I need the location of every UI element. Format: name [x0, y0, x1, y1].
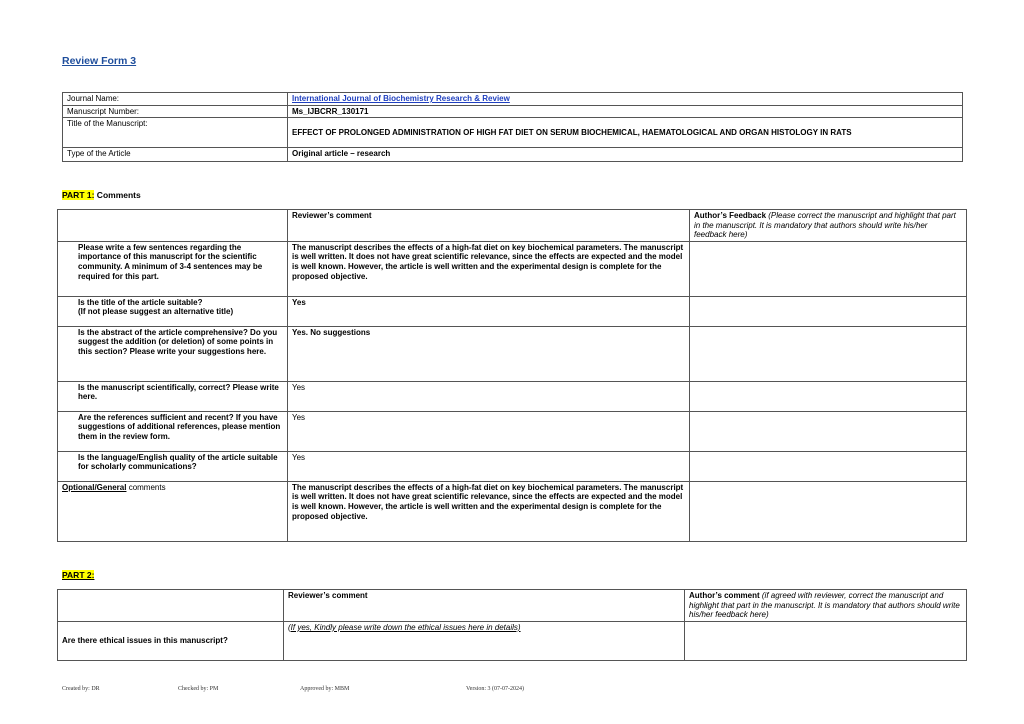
- author-feedback-label: Author’s Feedback: [694, 211, 767, 220]
- footer-created: Created by: DR: [62, 686, 100, 692]
- question: Please write a few sentences regarding the importance of this manuscript for the scientific community. A minimum of 3-4 sentences may be required for this part.: [58, 241, 288, 296]
- author-feedback-cell[interactable]: [690, 451, 967, 481]
- author-comment-cell[interactable]: [685, 621, 967, 660]
- reviewer-comment: Yes. No suggestions: [288, 326, 690, 381]
- author-feedback-cell[interactable]: [690, 481, 967, 541]
- manuscript-title: EFFECT OF PROLONGED ADMINISTRATION OF HIGH FAT DIET ON SERUM BIOCHEMICAL, HAEMATOLOGICAL AND ORGAN HISTOLOGY IN RATS: [288, 118, 963, 148]
- author-feedback-header: [690, 210, 967, 242]
- blank-header: [58, 210, 288, 242]
- article-type: Original article – research: [288, 148, 963, 162]
- author-feedback-cell[interactable]: [690, 411, 967, 451]
- author-feedback-note: (Please correct the manuscript and highlight that part in the manuscript. It is mandatory that authors should write his/her feedback here): [694, 211, 956, 240]
- author-feedback-cell[interactable]: [690, 241, 967, 296]
- author-comment-header: [685, 590, 967, 622]
- reviewer-comment-header: Reviewer’s comment: [284, 590, 685, 622]
- ms-number: Ms_IJBCRR_130171: [288, 105, 963, 118]
- ms-label: Manuscript Number:: [63, 105, 288, 118]
- footer-approved: Approved by: MBM: [300, 686, 350, 692]
- author-feedback-cell[interactable]: [690, 326, 967, 381]
- reviewer-comment-header: Reviewer’s comment: [288, 210, 690, 242]
- journal-link[interactable]: International Journal of Biochemistry Research & Review: [288, 93, 963, 106]
- reviewer-comment: Yes: [288, 451, 690, 481]
- ethical-comment: (If yes, Kindly please write down the ethical issues here in details): [284, 621, 685, 660]
- type-label: Type of the Article: [63, 148, 288, 162]
- author-feedback-cell[interactable]: [690, 296, 967, 326]
- optional-label: [58, 481, 288, 541]
- footer-checked: Checked by: PM: [178, 686, 219, 692]
- form-title: Review Form 3: [62, 55, 137, 67]
- question: Is the language/English quality of the article suitable for scholarly communications?: [58, 451, 288, 481]
- author-comment-label: Author’s comment: [689, 591, 760, 600]
- part1-suffix: Comments: [94, 190, 141, 200]
- optional-suffix: comments: [126, 482, 166, 492]
- manuscript-info-table: [62, 92, 963, 162]
- reviewer-comment: Yes: [288, 411, 690, 451]
- reviewer-comment: The manuscript describes the effects of a high-fat diet on key biochemical parameters. The manuscript is well written. It does not have great scientific relevance, since the effects are expected and the model is well known. However, the article is well written and the experimental design is complete for the proposed objective.: [288, 241, 690, 296]
- part1-table: [57, 209, 967, 542]
- reviewer-comment: Yes: [288, 296, 690, 326]
- optional-general: Optional/General: [62, 482, 127, 492]
- journal-label: Journal Name:: [63, 93, 288, 106]
- ethical-question: Are there ethical issues in this manuscript?: [58, 621, 284, 660]
- question: Are the references sufficient and recent? If you have suggestions of additional references, please mention them in the review form.: [58, 411, 288, 451]
- part2-label: PART 2:: [62, 570, 95, 580]
- title-label: Title of the Manuscript:: [63, 118, 288, 148]
- part1-heading: [62, 190, 141, 200]
- reviewer-comment: Yes: [288, 381, 690, 411]
- part1-label: PART 1:: [62, 190, 95, 200]
- blank-header: [58, 590, 284, 622]
- question: Is the title of the article suitable? (If not please suggest an alternative title): [58, 296, 288, 326]
- question: Is the abstract of the article comprehensive? Do you suggest the addition (or deletion) of some points in this section? Please write your suggestions here.: [58, 326, 288, 381]
- author-comment-note: (if agreed with reviewer, correct the manuscript and highlight that part in the manuscript. It is mandatory that authors should write his/her feedback here): [689, 591, 960, 620]
- part2-table: [57, 589, 967, 661]
- author-feedback-cell[interactable]: [690, 381, 967, 411]
- footer-version: Version: 3 (07-07-2024): [466, 686, 524, 692]
- optional-comment: The manuscript describes the effects of a high-fat diet on key biochemical parameters. The manuscript is well written. It does not have great scientific relevance, since the effects are expected and the model is well known. However, the article is well written and the experimental design is complete for the proposed objective.: [288, 481, 690, 541]
- part2-heading: [62, 570, 94, 580]
- question: Is the manuscript scientifically, correct? Please write here.: [58, 381, 288, 411]
